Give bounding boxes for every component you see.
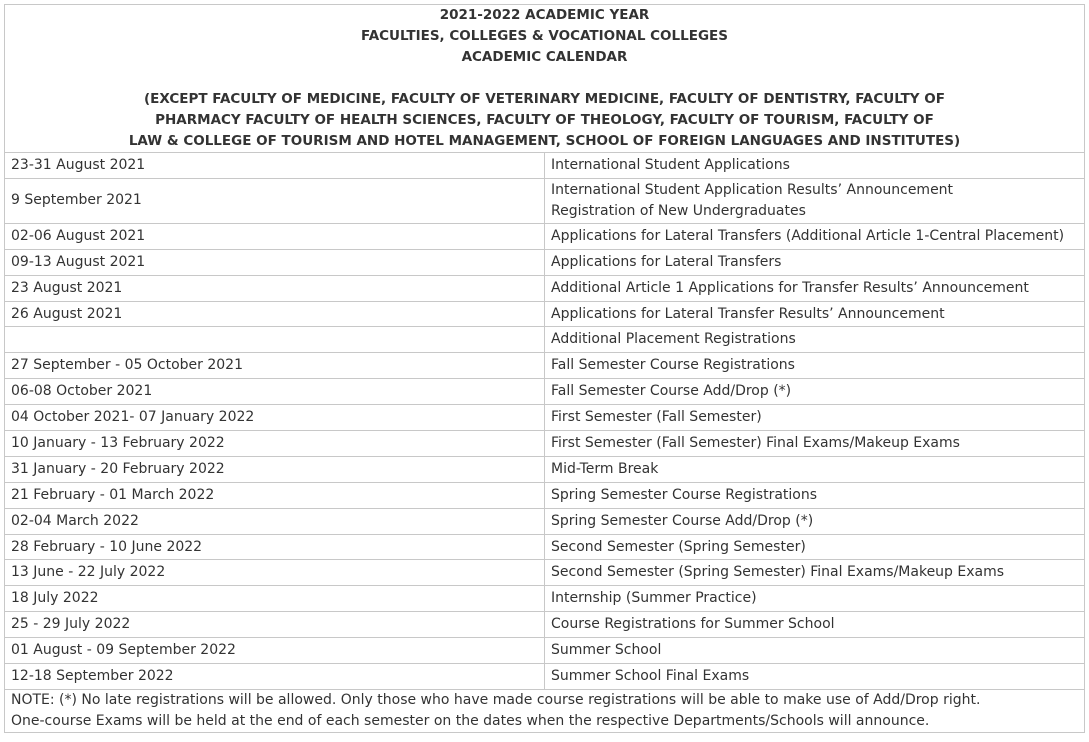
- row-event: Additional Placement Registrations: [545, 327, 1085, 353]
- header-title: ACADEMIC CALENDAR: [461, 49, 628, 65]
- calendar-table: [4, 4, 1085, 733]
- row-date: 02-06 August 2021: [5, 223, 545, 249]
- row-event: Applications for Lateral Transfer Results’ Announcement: [545, 301, 1085, 327]
- row-event: Fall Semester Course Registrations: [545, 353, 1085, 379]
- row-date: 04 October 2021- 07 January 2022: [5, 405, 545, 431]
- row-event: International Student Applications: [545, 153, 1085, 179]
- row-date: 31 January - 20 February 2022: [5, 456, 545, 482]
- table-row: [5, 153, 1085, 179]
- row-date: 18 July 2022: [5, 586, 545, 612]
- header-year: 2021-2022 ACADEMIC YEAR: [439, 7, 650, 23]
- table-row: [5, 638, 1085, 664]
- row-date: 12-18 September 2022: [5, 664, 545, 690]
- row-event: Spring Semester Course Add/Drop (*): [545, 508, 1085, 534]
- header-faculties: FACULTIES, COLLEGES & VOCATIONAL COLLEGES: [361, 28, 728, 44]
- row-event: Second Semester (Spring Semester) Final Exams/Makeup Exams: [545, 560, 1085, 586]
- row-event-line: Registration of New Undergraduates: [551, 202, 806, 219]
- table-row: [5, 586, 1085, 612]
- row-date: 28 February - 10 June 2022: [5, 534, 545, 560]
- row-event: Course Registrations for Summer School: [545, 612, 1085, 638]
- row-event: Applications for Lateral Transfers (Additional Article 1-Central Placement): [545, 223, 1085, 249]
- row-event: Fall Semester Course Add/Drop (*): [545, 379, 1085, 405]
- note-line: One-course Exams will be held at the end of each semester on the dates when the respective Departments/Schools will announce.: [11, 712, 930, 729]
- table-row: [5, 178, 1085, 223]
- header-exceptions-line: PHARMACY FACULTY OF HEALTH SCIENCES, FACULTY OF THEOLOGY, FACULTY OF TOURISM, FACULTY OF: [155, 112, 934, 128]
- header-exceptions-line: (EXCEPT FACULTY OF MEDICINE, FACULTY OF VETERINARY MEDICINE, FACULTY OF DENTISTRY, FACULTY OF: [144, 91, 945, 107]
- row-date: 13 June - 22 July 2022: [5, 560, 545, 586]
- note-line: NOTE: (*) No late registrations will be allowed. Only those who have made course registrations will be able to make use of Add/Drop right.: [11, 691, 981, 708]
- table-row: [5, 456, 1085, 482]
- table-row: [5, 431, 1085, 457]
- row-date: 09-13 August 2021: [5, 249, 545, 275]
- row-event-line: International Student Application Results’ Announcement: [551, 181, 954, 198]
- row-event: [545, 178, 1085, 223]
- row-date: 25 - 29 July 2022: [5, 612, 545, 638]
- row-date: 10 January - 13 February 2022: [5, 431, 545, 457]
- row-date: 26 August 2021: [5, 301, 545, 327]
- row-event: First Semester (Fall Semester) Final Exams/Makeup Exams: [545, 431, 1085, 457]
- row-event: First Semester (Fall Semester): [545, 405, 1085, 431]
- table-row: [5, 534, 1085, 560]
- row-date: 02-04 March 2022: [5, 508, 545, 534]
- table-row: [5, 482, 1085, 508]
- row-event: Summer School: [545, 638, 1085, 664]
- note-row: [5, 689, 1085, 732]
- table-row: [5, 301, 1085, 327]
- table-row: [5, 664, 1085, 690]
- header-row: [5, 5, 1085, 153]
- row-event: Internship (Summer Practice): [545, 586, 1085, 612]
- table-row: [5, 612, 1085, 638]
- calendar-note: [5, 689, 1085, 732]
- header-exceptions-line: LAW & COLLEGE OF TOURISM AND HOTEL MANAGEMENT, SCHOOL OF FOREIGN LANGUAGES AND INSTITUTES): [128, 133, 961, 149]
- row-event: Summer School Final Exams: [545, 664, 1085, 690]
- table-row: [5, 353, 1085, 379]
- row-date: 23 August 2021: [5, 275, 545, 301]
- row-date: 9 September 2021: [5, 178, 545, 223]
- row-event: Mid-Term Break: [545, 456, 1085, 482]
- row-event: Second Semester (Spring Semester): [545, 534, 1085, 560]
- table-row: [5, 275, 1085, 301]
- row-date: 06-08 October 2021: [5, 379, 545, 405]
- row-date: 23-31 August 2021: [5, 153, 545, 179]
- row-date: [5, 327, 545, 353]
- table-row: [5, 560, 1085, 586]
- calendar-header: [5, 5, 1085, 153]
- row-event: Spring Semester Course Registrations: [545, 482, 1085, 508]
- academic-calendar: [4, 4, 1085, 733]
- row-event: Applications for Lateral Transfers: [545, 249, 1085, 275]
- table-row: [5, 327, 1085, 353]
- table-row: [5, 508, 1085, 534]
- row-date: 21 February - 01 March 2022: [5, 482, 545, 508]
- row-event: Additional Article 1 Applications for Transfer Results’ Announcement: [545, 275, 1085, 301]
- table-row: [5, 223, 1085, 249]
- table-row: [5, 249, 1085, 275]
- table-row: [5, 379, 1085, 405]
- row-date: 27 September - 05 October 2021: [5, 353, 545, 379]
- row-date: 01 August - 09 September 2022: [5, 638, 545, 664]
- table-row: [5, 405, 1085, 431]
